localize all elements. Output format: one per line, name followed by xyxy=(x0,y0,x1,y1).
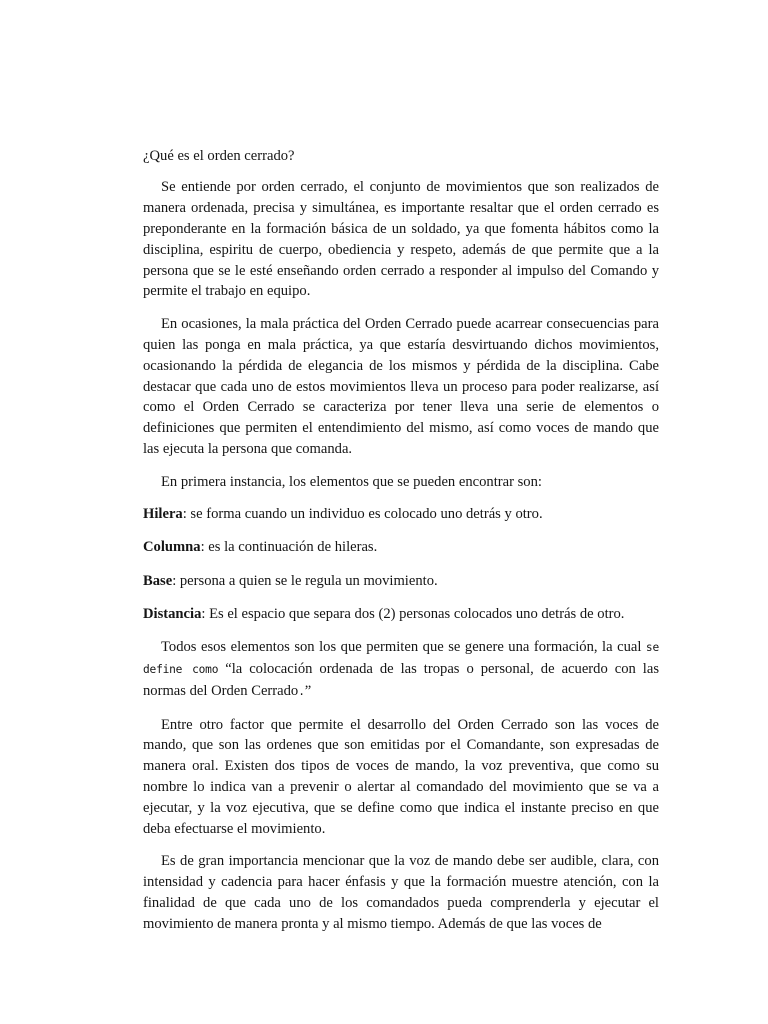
paragraph-bad-practice: En ocasiones, la mala práctica del Orden Cerrado puede acarrear consecuencias para quien las ponga en mala práctica, ya que estaría desvirtuando dichos movimientos, ocasionando la pérdida de elegancia de los mismos y pérdida de la disciplina. Cabe destacar que cada uno de estos movimientos lleva un proceso para poder realizarse, así como el Orden Cerrado se caracteriza por tener lleva una serie de elementos o definiciones que permiten el entendimiento del mismo, así como voces de mando que las ejecuta la persona que comanda. xyxy=(143,315,659,458)
definition-text: : Es el espacio que separa dos (2) personas colocados uno detrás de otro. xyxy=(201,605,625,622)
paragraph-definition: Se entiende por orden cerrado, el conjunto de movimientos que son realizados de manera ordenada, precisa y simultánea, es importante resaltar que el orden cerrado es preponderante en la formación básica de un soldado, ya que fomenta hábitos como la disciplina, espiritu de cuerpo, obediencia y respeto, además de que permite que a la persona que se le esté enseñando orden cerrado a responder al impulso del Comando y permite el trabajo en equipo. xyxy=(143,178,659,300)
paragraph-importance: Es de gran importancia mencionar que la voz de mando debe ser audible, clara, con intensidad y cadencia para hacer énfasis y que la formación muestre atención, con la finalidad de que cada uno de los comandados pueda comprenderla y ejecutar el movimiento de manera pronta y al mismo tiempo. Además de que las voces de xyxy=(143,853,659,933)
definition-text: : se forma cuando un individuo es colocado uno detrás y otro. xyxy=(182,506,543,523)
paragraph-formation-mono-b: . xyxy=(298,685,305,699)
definition-term: Hilera xyxy=(143,506,183,523)
page-title: ¿Qué es el orden cerrado? xyxy=(143,148,295,164)
definition-term: Base xyxy=(143,572,173,589)
paragraph-voces-de-mando: Entre otro factor que permite el desarrollo del Orden Cerrado son las voces de mando, que son las ordenes que son emitidas por el Comandante, son expresadas de manera oral. Existen dos tipos de voces de mando, la voz preventiva, que como su nombre lo indica van a prevenir o alertar al comandado del movimiento que se va a ejecutar, y la voz ejecutiva, que se define como que indica el instante preciso en que deba efectuarse el movimiento. xyxy=(143,716,659,838)
definition-term: Distancia xyxy=(143,605,202,622)
paragraph-formation-text-c: ” xyxy=(304,683,312,700)
paragraph-formation-mono-a: se define como xyxy=(143,641,659,677)
document-body xyxy=(143,146,659,947)
definition-distancia xyxy=(143,604,659,625)
paragraph-elements-intro: En primera instancia, los elementos que se pueden encontrar son: xyxy=(161,473,542,490)
definition-text: : es la continuación de hileras. xyxy=(200,539,378,556)
definition-hilera xyxy=(143,504,659,525)
paragraph-formation xyxy=(143,637,659,703)
paragraph-formation-text-b: “la colocación ordenada de las tropas o personal, de acuerdo con las normas del Orden Cerrado xyxy=(143,661,659,700)
definition-base xyxy=(143,571,659,592)
definition-term: Columna xyxy=(143,539,201,556)
definition-columna xyxy=(143,537,659,558)
definition-text: : persona a quien se le regula un movimiento. xyxy=(172,572,438,589)
paragraph-formation-text-a: Todos esos elementos son los que permiten que se genere una formación, la cual xyxy=(161,639,646,656)
